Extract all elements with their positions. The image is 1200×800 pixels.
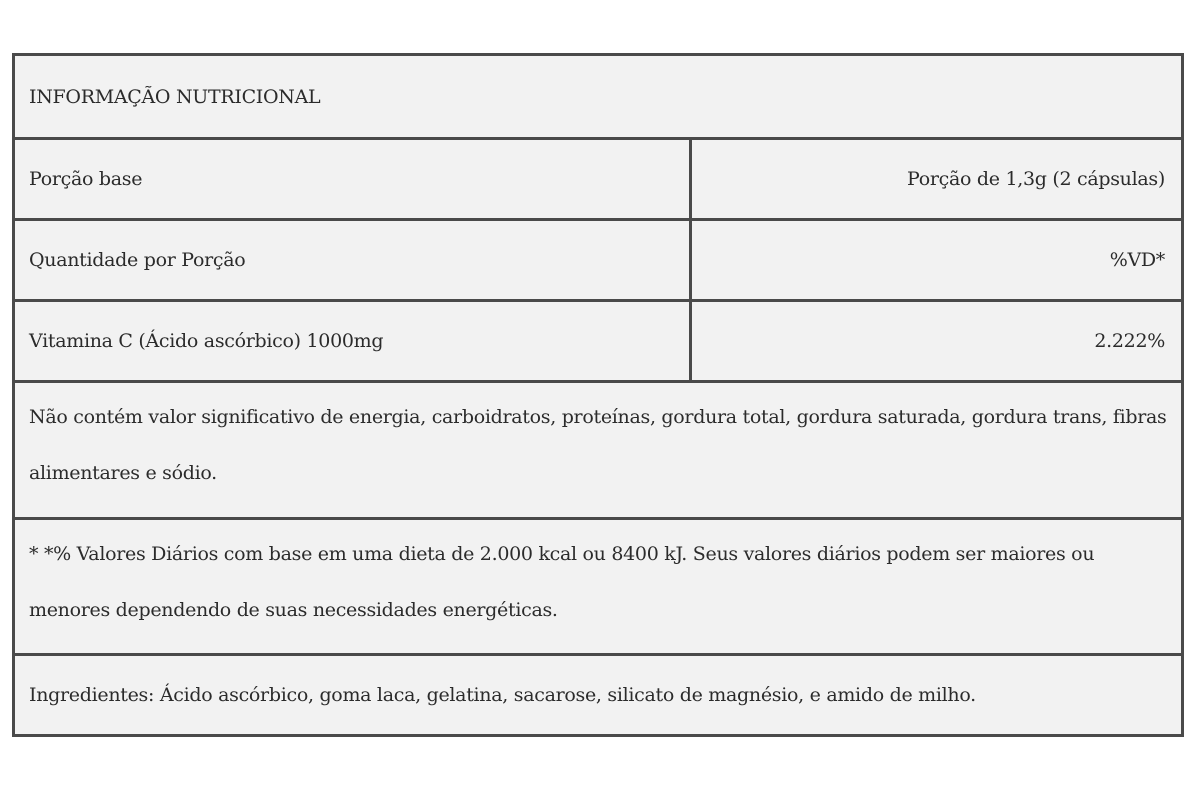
vitamin-c-label: Vitamina C (Ácido ascórbico) 1000mg <box>15 302 692 380</box>
daily-values-note: * *% Valores Diários com base em uma dieta de 2.000 kcal ou 8400 kJ. Seus valores diários podem ser maiores ou menores dependendo de suas necessidades energéticas. <box>29 543 1095 621</box>
not-significant-cell <box>15 383 1181 517</box>
portion-label: Porção base <box>15 140 692 218</box>
portion-value: Porção de 1,3g (2 cápsulas) <box>907 168 1165 190</box>
nutrition-table <box>12 53 1184 737</box>
not-significant-note: Não contém valor significativo de energia, carboidratos, proteínas, gordura total, gordura saturada, gordura trans, fibras alimentares e sódio. <box>29 406 1167 484</box>
portion-row <box>15 140 1181 221</box>
daily-values-cell <box>15 520 1181 653</box>
quantity-row <box>15 221 1181 302</box>
title-row <box>15 56 1181 140</box>
quantity-value: %VD* <box>1109 249 1165 271</box>
table-title: INFORMAÇÃO NUTRICIONAL <box>29 85 321 108</box>
not-significant-row <box>15 383 1181 520</box>
ingredients-text: Ingredientes: Ácido ascórbico, goma laca, gelatina, sacarose, silicato de magnésio, e amido de milho. <box>29 684 976 706</box>
daily-values-row <box>15 520 1181 656</box>
quantity-label: Quantidade por Porção <box>15 221 692 299</box>
vitamin-c-value: 2.222% <box>1094 330 1165 352</box>
vitamin-c-row <box>15 302 1181 383</box>
ingredients-row <box>15 656 1181 734</box>
